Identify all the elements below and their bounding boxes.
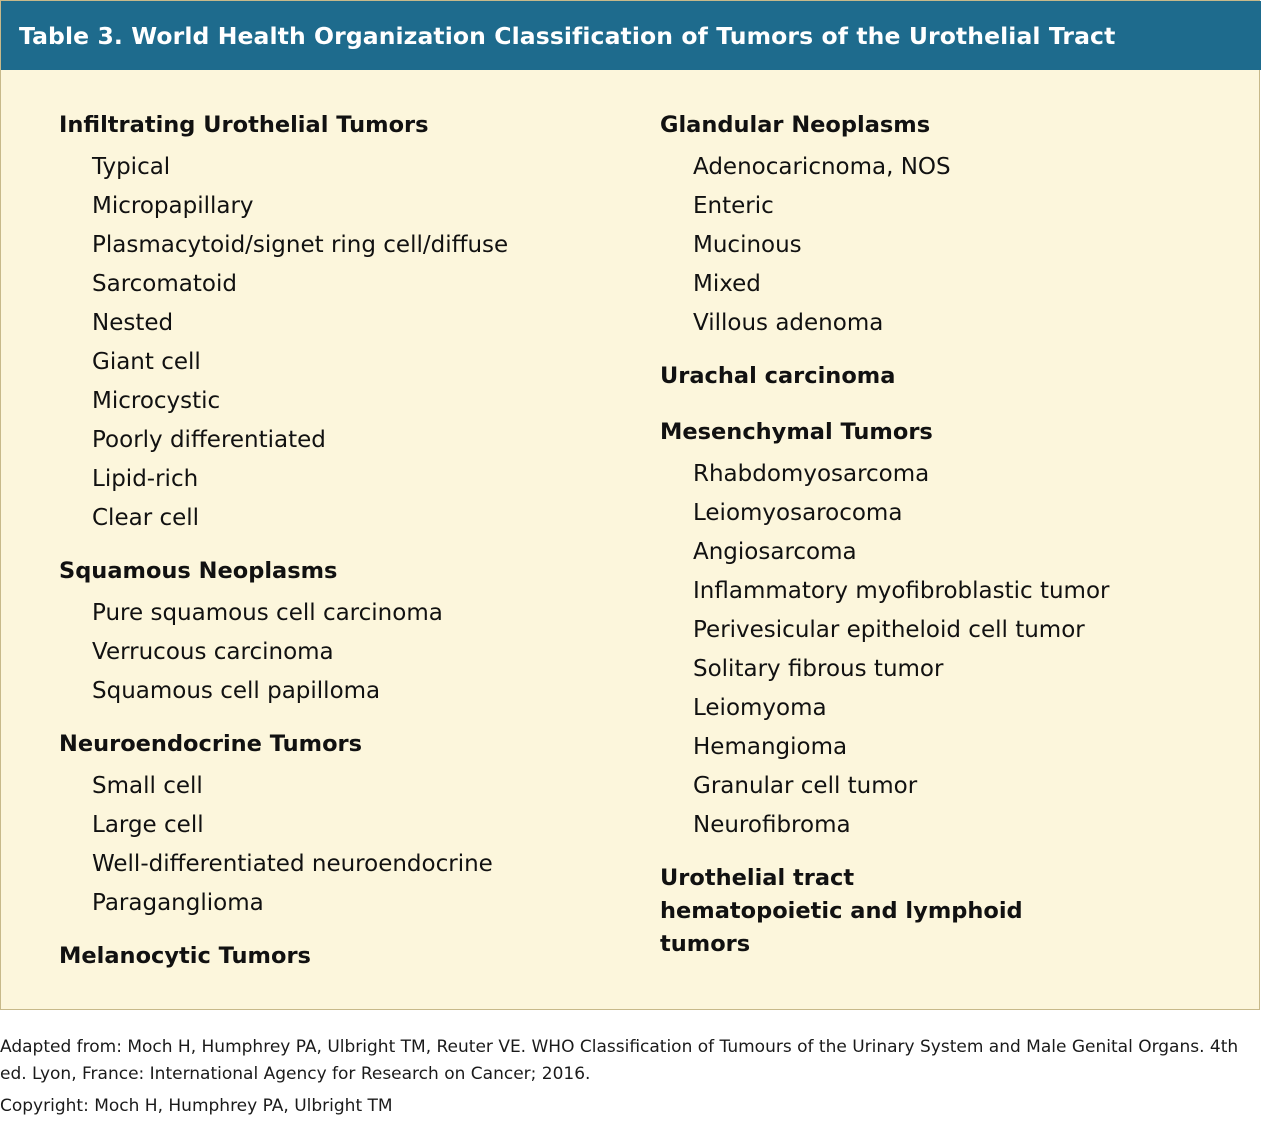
list-item: Rhabdomyosarcoma [693,461,930,487]
list-item: Neurofibroma [693,812,851,838]
list-item: Small cell [92,773,203,799]
list-item: Sarcomatoid [92,271,237,297]
list-item: Perivesicular epitheloid cell tumor [693,617,1085,643]
list-item: Poorly differentiated [92,427,326,453]
category-group [59,109,508,538]
category-heading: Melanocytic Tumors [59,943,311,969]
category-heading: Neuroendocrine Tumors [59,731,363,757]
list-item: Enteric [693,193,774,219]
table-title: Table 3. World Health Organization Classification of Tumors of the Urothelial Tract [19,21,1116,50]
right-column [660,109,1109,978]
list-item: Microcystic [92,388,221,414]
category-group [660,416,1109,845]
category-heading: Glandular Neoplasms [660,112,931,138]
category-heading: Urachal carcinoma [660,363,896,389]
source-footnote: Adapted from: Moch H, Humphrey PA, Ulbright TM, Reuter VE. WHO Classification of Tumours of the Urinary System and Male Genital Organs. 4th ed. Lyon, France: International Agency for Research on Cancer; 2016. [0,1037,1239,1084]
list-item: Hemangioma [693,734,848,760]
category-group [59,940,508,979]
list-item: Inflammatory myofibroblastic tumor [693,578,1110,604]
list-item: Well-differentiated neuroendocrine [92,851,493,877]
list-item: Large cell [92,812,204,838]
list-item: Mucinous [693,232,802,258]
list-item: Typical [92,154,171,180]
copyright-notice: Copyright: Moch H, Humphrey PA, Ulbright TM [0,1096,393,1116]
list-item: Paraganglioma [92,890,264,916]
category-group [59,728,508,923]
list-item: Micropapillary [92,193,254,219]
list-item: Solitary fibrous tumor [693,656,944,682]
category-heading: Mesenchymal Tumors [660,419,933,445]
list-item: Plasmacytoid/signet ring cell/diffuse [92,232,509,258]
list-item: Granular cell tumor [693,773,918,799]
list-item: Mixed [693,271,761,297]
list-item: Adenocaricnoma, NOS [693,154,951,180]
list-item: Squamous cell papilloma [92,678,381,704]
category-heading: Squamous Neoplasms [59,558,338,584]
list-item: Clear cell [92,505,200,531]
category-group [660,862,1109,961]
category-group [660,360,1109,399]
list-item: Nested [92,310,174,336]
list-item: Angiosarcoma [693,539,857,565]
left-column [59,109,508,996]
list-item: Villous adenoma [693,310,884,336]
list-item: Giant cell [92,349,201,375]
list-item: Leiomyoma [693,695,827,721]
list-item: Lipid-rich [92,466,199,492]
category-heading: Infiltrating Urothelial Tumors [59,112,429,138]
category-group [660,109,1109,343]
list-item: Verrucous carcinoma [92,639,334,665]
list-item: Leiomyosarocoma [693,500,903,526]
category-heading: Urothelial tract hematopoietic and lymphoid tumors [660,865,1023,957]
category-group [59,555,508,711]
list-item: Pure squamous cell carcinoma [92,600,443,626]
table-title-bar [1,1,1261,70]
